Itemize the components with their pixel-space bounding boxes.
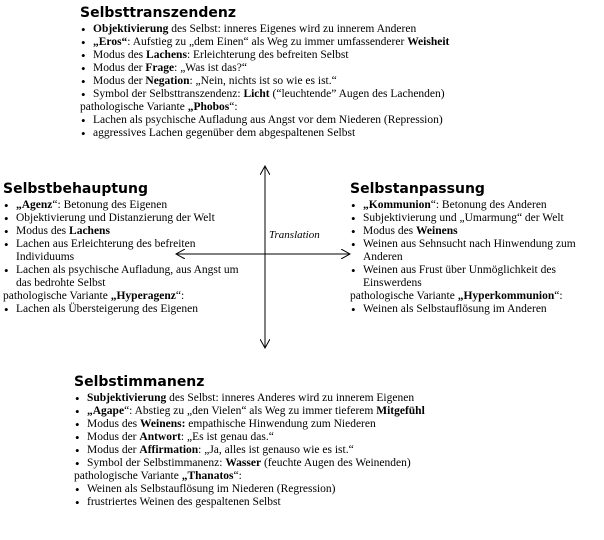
text-segment: Lachen als Übersteigerung des Eigenen bbox=[16, 303, 199, 315]
list-characteristics bbox=[74, 392, 600, 470]
text-segment: “: Abstieg zu „den Vielen“ als Weg zu immer tieferem bbox=[124, 405, 377, 417]
text-segment: Weinen als Selbstauflösung im Niederen (Regression) bbox=[87, 483, 336, 495]
text-segment: empathische Hinwendung zum Niederen bbox=[185, 418, 376, 430]
list-item bbox=[80, 62, 600, 75]
text-segment: “: Betonung des Eigenen bbox=[52, 199, 168, 211]
text-segment: Symbol der Selbstimmanenz: bbox=[87, 457, 226, 469]
text-segment: “: bbox=[175, 290, 185, 302]
list-item bbox=[350, 199, 604, 212]
text-segment: “: bbox=[554, 290, 563, 302]
keyword: „Hyperagenz bbox=[110, 290, 176, 302]
text-segment: “: Betonung des Anderen bbox=[430, 199, 547, 211]
text-segment: Objektivierung und Distanzierung der Welt bbox=[16, 212, 215, 224]
text-segment: frustriertes Weinen des gespaltenen Selbst bbox=[87, 496, 281, 508]
axis-label-translation: Translation bbox=[269, 229, 320, 241]
keyword: Weinens: bbox=[140, 418, 186, 430]
section-selbstanpassung bbox=[350, 181, 604, 316]
list-item bbox=[74, 418, 600, 431]
list-item bbox=[74, 392, 600, 405]
text-segment: Subjektivierung und „Umarmung“ der Welt bbox=[363, 212, 564, 224]
text-segment: “: bbox=[233, 470, 242, 482]
list-item bbox=[80, 127, 600, 140]
text-segment: pathologische Variante bbox=[80, 101, 188, 113]
pathological-variant-label bbox=[350, 290, 604, 303]
keyword: Wasser bbox=[225, 457, 262, 469]
text-segment: (“leuchtende” Augen des Lachenden) bbox=[269, 88, 445, 100]
text-segment: Lachen als psychische Aufladung aus Angst vor dem Niederen (Repression) bbox=[93, 114, 443, 126]
list-item bbox=[74, 444, 600, 457]
text-segment: : „Es ist genau das.“ bbox=[180, 431, 274, 443]
keyword: Affirmation bbox=[139, 444, 199, 456]
pathological-variant-label bbox=[3, 290, 243, 303]
keyword: „Phobos bbox=[187, 101, 230, 113]
keyword: Licht bbox=[243, 88, 270, 100]
keyword: „Eros“ bbox=[93, 36, 128, 48]
text-segment: pathologische Variante bbox=[3, 290, 111, 302]
list-characteristics bbox=[80, 23, 600, 101]
text-segment: : „Nein, nichts ist so wie es ist.“ bbox=[189, 75, 337, 87]
list-item bbox=[74, 405, 600, 418]
list-item bbox=[350, 303, 604, 316]
keyword: Weinens bbox=[416, 225, 458, 237]
list-item bbox=[350, 264, 604, 290]
list-item bbox=[3, 303, 243, 316]
section-selbstimmanenz bbox=[74, 374, 600, 509]
text-segment: aggressives Lachen gegenüber dem abgespaltenen Selbst bbox=[93, 127, 356, 139]
text-segment: Modus der bbox=[87, 431, 140, 443]
text-segment: : „Ja, alles ist genauso wie es ist.“ bbox=[198, 444, 354, 456]
text-segment: pathologische Variante bbox=[350, 290, 458, 302]
keyword: Lachens bbox=[146, 49, 187, 61]
keyword: Lachens bbox=[69, 225, 110, 237]
text-segment: Modus der bbox=[93, 62, 146, 74]
text-segment: : „Was ist das?“ bbox=[174, 62, 247, 74]
section-selbstbehauptung bbox=[3, 181, 243, 316]
pathological-variant-label bbox=[74, 470, 600, 483]
heading-selbstanpassung: Selbstanpassung bbox=[350, 181, 485, 197]
text-segment: Weinen als Selbstauflösung im Anderen bbox=[363, 303, 547, 315]
text-segment: Symbol der Selbsttranszendenz: bbox=[93, 88, 244, 100]
list-item bbox=[350, 212, 604, 225]
list-item bbox=[74, 431, 600, 444]
pathological-variant-label bbox=[80, 101, 600, 114]
section-selbsttranszendenz bbox=[80, 5, 600, 140]
list-pathological bbox=[350, 303, 604, 316]
text-segment: des Selbst: inneres Eigenes wird zu innerem Anderen bbox=[168, 23, 417, 35]
list-item bbox=[80, 36, 600, 49]
list-item bbox=[80, 49, 600, 62]
list-item bbox=[350, 238, 604, 264]
list-item bbox=[80, 75, 600, 88]
text-segment: Modus des bbox=[87, 418, 141, 430]
list-item bbox=[3, 225, 243, 238]
text-segment: (feuchte Augen des Weinenden) bbox=[261, 457, 411, 469]
keyword: Subjektivierung bbox=[87, 392, 167, 404]
list-characteristics bbox=[3, 199, 243, 290]
heading-selbsttranszendenz: Selbsttranszendenz bbox=[80, 5, 237, 21]
list-item bbox=[74, 457, 600, 470]
list-item bbox=[3, 264, 243, 290]
heading-selbstimmanenz: Selbstimmanenz bbox=[74, 374, 205, 390]
text-segment: Lachen als psychische Aufladung, aus Angst um das bedrohte Selbst bbox=[16, 264, 239, 289]
list-item bbox=[74, 496, 600, 509]
list-item bbox=[80, 114, 600, 127]
text-segment: des Selbst: inneres Anderes wird zu innerem Eigenen bbox=[166, 392, 415, 404]
list-pathological bbox=[80, 114, 600, 140]
keyword: Objektivierung bbox=[93, 23, 169, 35]
keyword: Negation bbox=[145, 75, 190, 87]
text-segment: Weinen aus Sehnsucht nach Hinwendung zum Anderen bbox=[363, 238, 576, 263]
text-segment: Lachen aus Erleichterung des befreiten Individuums bbox=[16, 238, 196, 263]
text-segment: Modus des bbox=[93, 49, 147, 61]
text-segment: Modus der bbox=[87, 444, 140, 456]
keyword: Antwort bbox=[139, 431, 181, 443]
list-item bbox=[74, 483, 600, 496]
list-item bbox=[350, 225, 604, 238]
keyword: „Kommunion bbox=[363, 199, 431, 211]
list-item bbox=[3, 199, 243, 212]
list-pathological bbox=[74, 483, 600, 509]
text-segment: “: bbox=[229, 101, 238, 113]
heading-selbstbehauptung: Selbstbehauptung bbox=[3, 181, 148, 197]
keyword: „Agape bbox=[87, 405, 125, 417]
list-pathological bbox=[3, 303, 243, 316]
list-characteristics bbox=[350, 199, 604, 290]
keyword: Weisheit bbox=[407, 36, 450, 48]
keyword: „Agenz bbox=[16, 199, 53, 211]
list-item bbox=[80, 88, 600, 101]
text-segment: Modus des bbox=[363, 225, 417, 237]
list-item bbox=[80, 23, 600, 36]
keyword: Frage bbox=[145, 62, 175, 74]
keyword: „Thanatos bbox=[181, 470, 234, 482]
text-segment: : Erleichterung des befreiten Selbst bbox=[186, 49, 349, 61]
text-segment: : Aufstieg zu „dem Einen“ als Weg zu immer umfassenderer bbox=[127, 36, 408, 48]
keyword: Mitgefühl bbox=[376, 405, 425, 417]
list-item bbox=[3, 238, 243, 264]
text-segment: pathologische Variante bbox=[74, 470, 182, 482]
text-segment: Modus des bbox=[16, 225, 70, 237]
list-item bbox=[3, 212, 243, 225]
keyword: „Hyperkommunion bbox=[457, 290, 555, 302]
text-segment: Weinen aus Frust über Unmöglichkeit des Einswerdens bbox=[363, 264, 556, 289]
text-segment: Modus der bbox=[93, 75, 146, 87]
